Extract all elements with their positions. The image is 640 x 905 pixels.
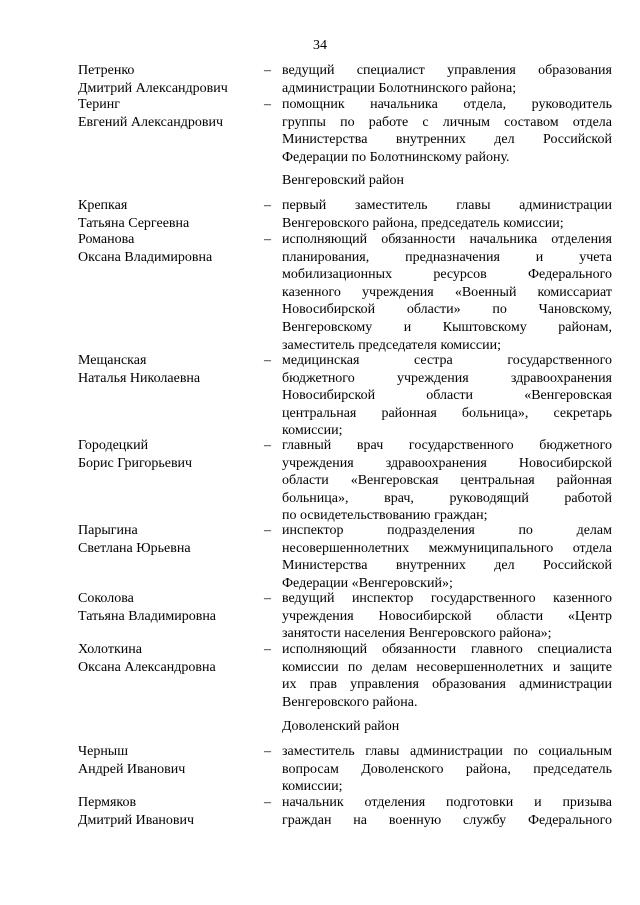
- dash-separator: –: [264, 591, 271, 606]
- position-line: занятости населения Венгеровского района»;: [282, 626, 552, 642]
- member-position: [282, 96, 612, 166]
- section-title: Венгеровский район: [282, 173, 405, 188]
- position-line: Новосибирской области» по Чановскому,: [282, 302, 612, 318]
- position-line: учреждения Новосибирской области «Центр: [282, 608, 612, 624]
- dash-separator: –: [264, 198, 271, 213]
- member-position: [282, 352, 612, 440]
- position-line: медицинская сестра государственного: [282, 353, 612, 368]
- position-line: Федерации по Болотнинскому району.: [282, 149, 510, 165]
- position-line: помощник начальника отдела, руководитель: [282, 97, 612, 112]
- dash-separator: –: [264, 232, 271, 247]
- member-surname: Крепкая: [78, 198, 128, 213]
- position-line: области «Венгеровская центральная районная: [282, 473, 612, 489]
- position-line: комиссии по делам несовершеннолетних и защите: [282, 659, 612, 675]
- position-line: по освидетельствованию граждан;: [282, 508, 488, 524]
- member-name: [78, 96, 258, 131]
- member-position: [282, 231, 612, 354]
- position-line: заместитель главы администрации по социальным: [282, 744, 612, 759]
- position-line: исполняющий обязанности главного специалиста: [282, 642, 612, 657]
- member-surname: Теринг: [78, 97, 120, 112]
- member-given-names: Татьяна Владимировна: [78, 608, 217, 624]
- position-line: главный врач государственного бюджетного: [282, 438, 612, 453]
- dash-separator: –: [264, 438, 271, 453]
- position-line: их прав управления образования администрации: [282, 677, 612, 693]
- dash-separator: –: [264, 642, 271, 657]
- position-line: Министерства внутренних дел Российской: [282, 132, 612, 148]
- member-given-names: Наталья Николаевна: [78, 370, 201, 386]
- member-surname: Петренко: [78, 63, 135, 78]
- position-line: Венгеровского района.: [282, 694, 418, 710]
- position-line: начальник отделения подготовки и призыва: [282, 795, 612, 810]
- member-surname: Романова: [78, 232, 135, 247]
- member-given-names: Андрей Иванович: [78, 761, 186, 777]
- member-name: [78, 437, 258, 472]
- member-given-names: Евгений Александрович: [78, 114, 224, 130]
- position-line: несовершеннолетних межмуниципального отдела: [282, 540, 612, 556]
- position-line: Венгеровского района, председатель комиссии;: [282, 215, 564, 231]
- position-line: Федерации «Венгеровский»;: [282, 575, 453, 591]
- position-line: центральная районная больница», секретарь: [282, 405, 612, 421]
- position-line: комиссии;: [282, 423, 343, 439]
- member-surname: Парыгина: [78, 523, 138, 538]
- member-surname: Соколова: [78, 591, 134, 606]
- position-line: администрации Болотнинского района;: [282, 80, 517, 96]
- member-surname: Мещанская: [78, 353, 147, 368]
- position-line: вопросам Доволенского района, председатель: [282, 761, 612, 777]
- position-line: Новосибирской области «Венгеровская: [282, 388, 612, 404]
- position-line: первый заместитель главы администрации: [282, 198, 612, 213]
- position-line: заместитель председателя комиссии;: [282, 337, 501, 353]
- position-line: Венгеровскому и Кыштовскому районам,: [282, 319, 612, 335]
- member-position: [282, 794, 612, 829]
- dash-separator: –: [264, 744, 271, 759]
- dash-separator: –: [264, 523, 271, 538]
- member-name: [78, 231, 258, 266]
- member-surname: Черныш: [78, 744, 128, 759]
- position-line: учреждения здравоохранения Новосибирской: [282, 455, 612, 471]
- member-name: [78, 641, 258, 676]
- member-position: [282, 62, 612, 97]
- member-given-names: Светлана Юрьевна: [78, 540, 191, 556]
- section-title: Доволенский район: [282, 719, 400, 734]
- member-given-names: Оксана Александровна: [78, 659, 216, 675]
- position-line: инспектор подразделения по делам: [282, 523, 612, 538]
- position-line: исполняющий обязанности начальника отделения: [282, 232, 612, 247]
- dash-separator: –: [264, 63, 271, 78]
- position-line: бюджетного учреждения здравоохранения: [282, 370, 612, 386]
- position-line: Министерства внутренних дел Российской: [282, 558, 612, 574]
- member-given-names: Оксана Владимировна: [78, 249, 213, 265]
- member-position: [282, 437, 612, 525]
- position-line: ведущий инспектор государственного казенного: [282, 591, 612, 606]
- member-name: [78, 62, 258, 97]
- member-name: [78, 352, 258, 387]
- position-line: ведущий специалист управления образования: [282, 63, 612, 78]
- member-given-names: Борис Григорьевич: [78, 455, 193, 471]
- position-line: граждан на военную службу Федерального: [282, 812, 612, 828]
- page-number: 34: [313, 38, 327, 53]
- member-position: [282, 522, 612, 592]
- member-name: [78, 522, 258, 557]
- position-line: планирования, предназначения и учета: [282, 249, 612, 265]
- member-position: [282, 590, 612, 643]
- member-name: [78, 794, 258, 829]
- position-line: комиссии;: [282, 779, 343, 795]
- member-given-names: Татьяна Сергеевна: [78, 215, 190, 231]
- dash-separator: –: [264, 353, 271, 368]
- position-line: группы по работе с личным составом отдела: [282, 114, 612, 130]
- position-line: казенного учреждения «Военный комиссариат: [282, 284, 612, 300]
- member-surname: Городецкий: [78, 438, 149, 453]
- position-line: мобилизационных ресурсов Федерального: [282, 267, 612, 283]
- dash-separator: –: [264, 97, 271, 112]
- member-position: [282, 641, 612, 711]
- member-name: [78, 743, 258, 778]
- member-surname: Холоткина: [78, 642, 142, 657]
- member-name: [78, 197, 258, 232]
- member-position: [282, 197, 612, 232]
- member-name: [78, 590, 258, 625]
- member-position: [282, 743, 612, 796]
- dash-separator: –: [264, 795, 271, 810]
- member-surname: Пермяков: [78, 795, 137, 810]
- position-line: больница», врач, руководящий работой: [282, 490, 612, 506]
- member-given-names: Дмитрий Александрович: [78, 80, 228, 96]
- member-given-names: Дмитрий Иванович: [78, 812, 195, 828]
